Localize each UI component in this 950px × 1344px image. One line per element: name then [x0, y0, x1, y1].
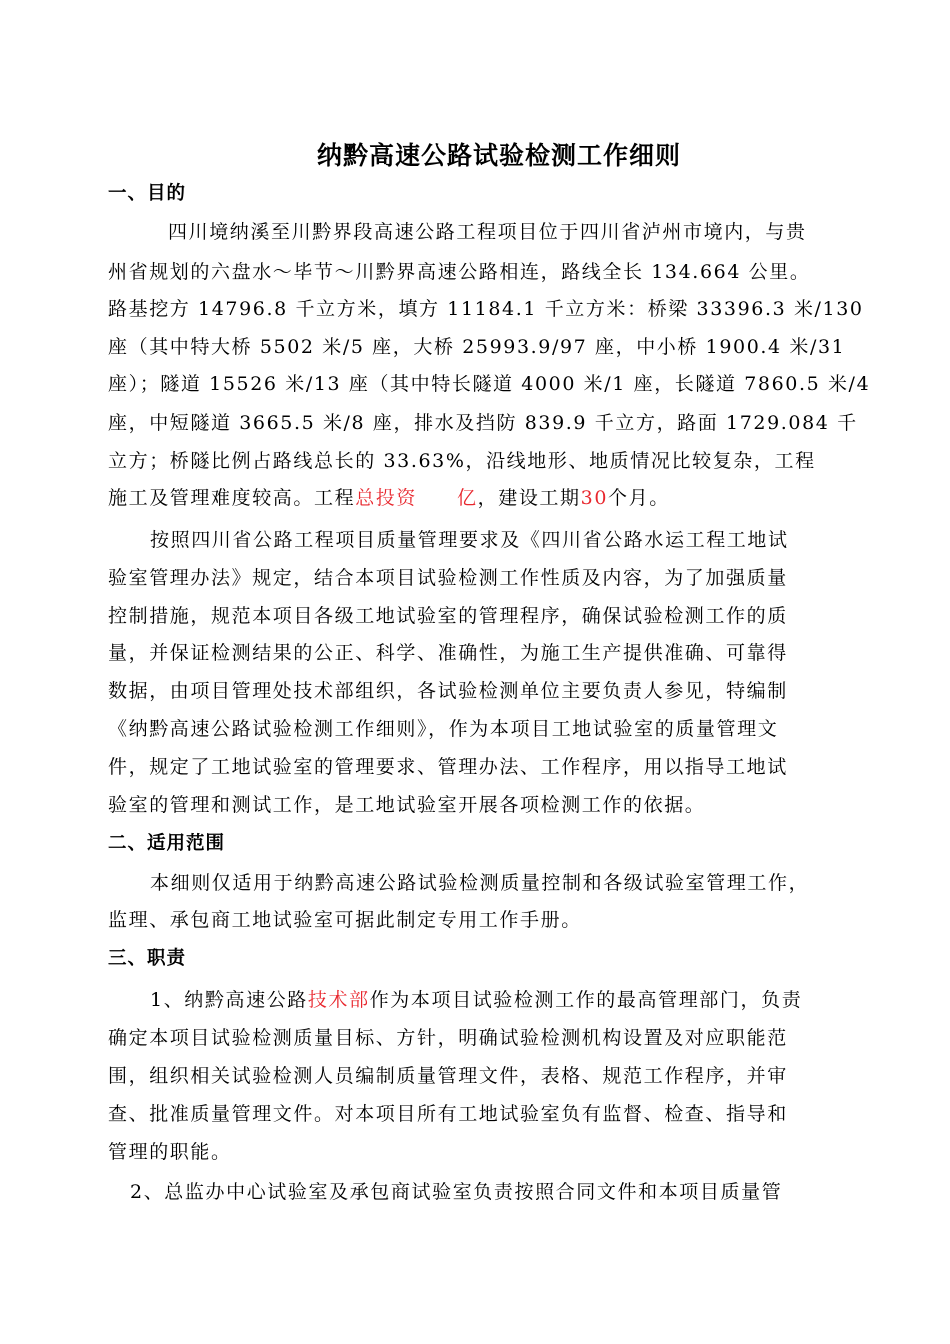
paragraph-line: 量，并保证检测结果的公正、科学、准确性，为施工生产提供准确、可靠得	[108, 642, 788, 664]
paragraph-line: 查、批准质量管理文件。对本项目所有工地试验室负有监督、检查、指导和	[108, 1103, 788, 1125]
paragraph-line: 座）；隧道 15526 米/13 座（其中特长隧道 4000 米/1 座，长隧道 7860.5 米/4	[108, 373, 871, 395]
text-span: 个月。	[608, 487, 670, 509]
paragraph-line-tech-dept	[150, 985, 868, 1015]
text-span: 1、纳黔高速公路	[150, 989, 308, 1011]
paragraph-line: 本细则仅适用于纳黔高速公路试验检测质量控制和各级试验室管理工作，	[150, 872, 810, 894]
highlighted-text: 亿	[457, 487, 478, 509]
paragraph-line: 路基挖方 14796.8 千立方米，填方 11184.1 千立方米：桥梁 33396.3 米/130	[108, 298, 864, 320]
section-heading-responsibilities: 三、职责	[108, 948, 187, 969]
text-span: 施工及管理难度较高。工程	[108, 487, 356, 509]
paragraph-line: 四川境纳溪至川黔界段高速公路工程项目位于四川省泸州市境内，与贵	[168, 221, 807, 243]
paragraph-line: 控制措施，规范本项目各级工地试验室的管理程序，确保试验检测工作的质	[108, 605, 788, 627]
section-heading-scope: 二、适用范围	[108, 833, 226, 854]
text-span: 作为本项目试验检测工作的最高管理部门，负责	[369, 989, 803, 1011]
paragraph-line: 立方；桥隧比例占路线总长的 33.63%，沿线地形、地质情况比较复杂，工程	[108, 450, 816, 472]
paragraph-line: 验室管理办法》规定，结合本项目试验检测工作性质及内容，为了加强质量	[108, 567, 788, 589]
paragraph-line: 座（其中特大桥 5502 米/5 座，大桥 25993.9/97 座，中小桥 1900.4 米/31	[108, 336, 846, 358]
text-span: ，建设工期	[477, 487, 581, 509]
highlighted-text: 总投资	[355, 487, 418, 509]
document-title: 纳黔高速公路试验检测工作细则	[316, 141, 681, 170]
paragraph-line: 2、总监办中心试验室及承包商试验室负责按照合同文件和本项目质量管	[130, 1181, 783, 1203]
paragraph-line: 验室的管理和测试工作，是工地试验室开展各项检测工作的依据。	[108, 794, 706, 816]
paragraph-line: 围，组织相关试验检测人员编制质量管理文件，表格、规范工作程序，并审	[108, 1065, 788, 1087]
paragraph-line-investment	[108, 483, 868, 513]
paragraph-line: 数据，由项目管理处技术部组织，各试验检测单位主要负责人参见，特编制	[108, 680, 788, 702]
paragraph-line: 监理、承包商工地试验室可据此制定专用工作手册。	[108, 909, 582, 931]
paragraph-line: 确定本项目试验检测质量目标、方针，明确试验检测机构设置及对应职能范	[108, 1027, 788, 1049]
paragraph-line: 件，规定了工地试验室的管理要求、管理办法、工作程序，用以指导工地试	[108, 756, 788, 778]
highlighted-text: 30	[580, 487, 609, 509]
highlighted-text: 技术部	[307, 989, 370, 1011]
paragraph-line: 《纳黔高速公路试验检测工作细则》，作为本项目工地试验室的质量管理文	[108, 718, 779, 740]
section-heading-purpose: 一、目的	[108, 183, 187, 204]
paragraph-line: 按照四川省公路工程项目质量管理要求及《四川省公路水运工程工地试	[150, 529, 789, 551]
paragraph-line: 座，中短隧道 3665.5 米/8 座，排水及挡防 839.9 千立方，路面 1729.084 千	[108, 412, 858, 434]
paragraph-line: 州省规划的六盘水～毕节～川黔界高速公路相连，路线全长 134.664 公里。	[108, 261, 811, 283]
paragraph-line: 管理的职能。	[108, 1141, 232, 1163]
